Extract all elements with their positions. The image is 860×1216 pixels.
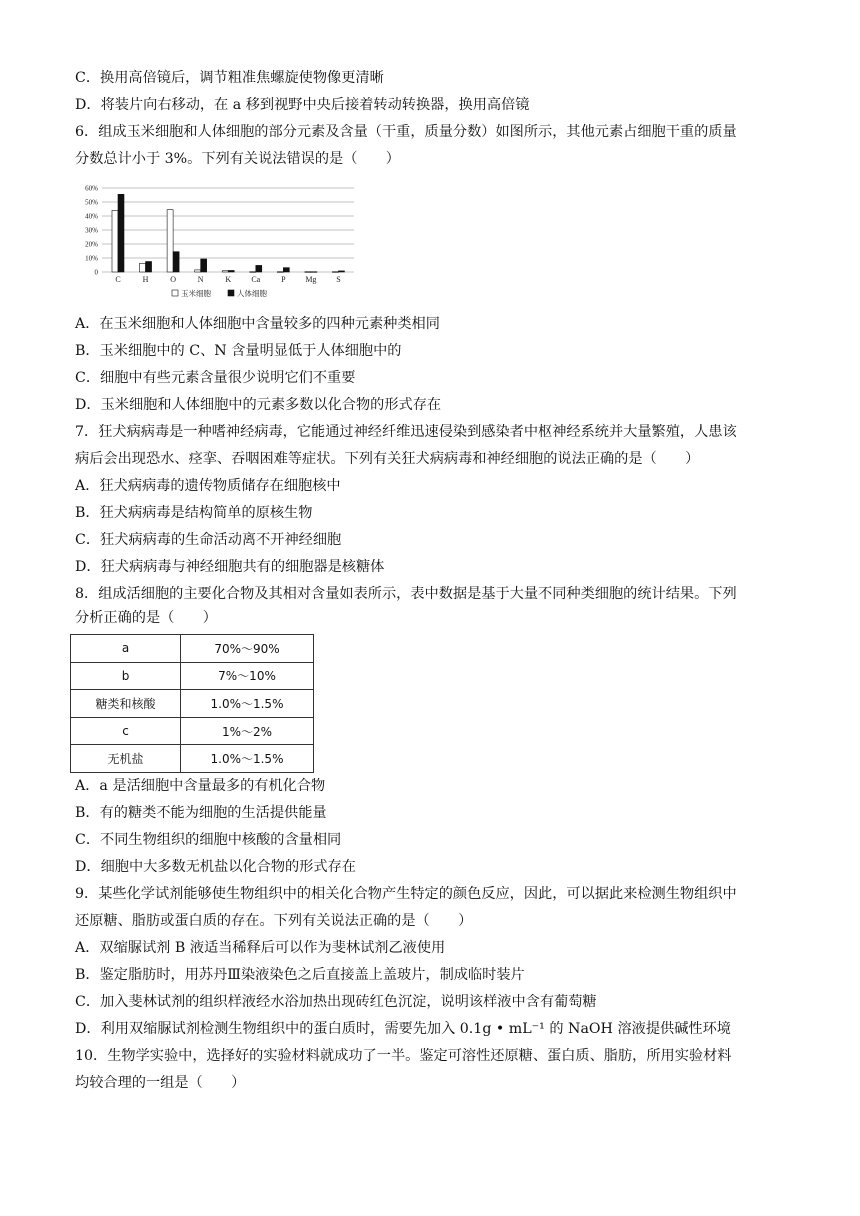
x-tick-label: Ca — [251, 275, 261, 284]
q7-option-a: A．狂犬病病毒的遗传物质储存在细胞核中 — [75, 478, 341, 494]
q8-option-d: D．细胞中大多数无机盐以化合物的形式存在 — [75, 859, 356, 875]
q6-option-c: C．细胞中有些元素含量很少说明它们不重要 — [75, 370, 356, 386]
table-cell-compound: c — [71, 717, 181, 745]
q7-stem-line2: 病后会出现恐水、痉挛、吞咽困难等症状。下列有关狂犬病病毒和神经细胞的说法正确的是（ ） — [75, 451, 700, 467]
bar-corn-p — [277, 272, 283, 273]
q9-stem-line2: 还原糖、脂肪或蛋白质的存在。下列有关说法正确的是（ ） — [75, 913, 473, 929]
compound-content-table — [70, 634, 314, 773]
q9-option-b: B．鉴定脂肪时，用苏丹Ⅲ染液染色之后直接盖上盖玻片，制成临时装片 — [75, 967, 525, 983]
table-row — [71, 690, 314, 718]
q6-option-d: D．玉米细胞和人体细胞中的元素多数以化合物的形式存在 — [75, 397, 442, 413]
bar-corn-n — [195, 270, 201, 272]
x-tick-label: S — [336, 275, 341, 284]
q10-stem-line1: 10．生物学实验中，选择好的实验材料就成功了一半。鉴定可溶性还原糖、蛋白质、脂肪，所用实验材料 — [75, 1048, 732, 1064]
table-cell-compound: 糖类和核酸 — [71, 690, 181, 718]
q8-stem-line1: 8．组成活细胞的主要化合物及其相对含量如表所示，表中数据是基于大量不同种类细胞的统计结果。下列 — [75, 586, 737, 602]
table-cell-content: 7%～10% — [181, 662, 314, 690]
bar-corn-c — [112, 210, 118, 272]
q10-stem-line2: 均较合理的一组是（ ） — [75, 1075, 246, 1091]
q7-option-c: C．狂犬病病毒的生命活动离不开神经细胞 — [75, 532, 342, 548]
q8-option-c: C．不同生物组织的细胞中核酸的含量相同 — [75, 832, 342, 848]
y-tick-label: 40% — [85, 212, 98, 221]
bar-corn-o — [167, 210, 173, 272]
q9-option-a: A．双缩脲试剂 B 液适当稀释后可以作为斐林试剂乙液使用 — [75, 940, 446, 956]
legend-swatch — [228, 290, 234, 296]
bar-corn-mg — [305, 272, 311, 273]
y-tick-label: 60% — [85, 184, 98, 193]
y-tick-label: 30% — [85, 226, 98, 235]
bar-corn-h — [140, 263, 146, 272]
chart-y-ticks — [85, 185, 98, 277]
q7-option-b: B．狂犬病病毒是结构简单的原核生物 — [75, 505, 313, 521]
q9-option-c: C．加入斐林试剂的组织样液经水浴加热出现砖红色沉淀，说明该样液中含有葡萄糖 — [75, 994, 597, 1010]
q8-option-a: A．a 是活细胞中含量最多的有机化合物 — [75, 778, 326, 794]
x-tick-label: N — [197, 275, 204, 284]
bar-corn-ca — [250, 272, 256, 273]
bar-human-n — [201, 259, 207, 272]
y-tick-label: 50% — [85, 198, 98, 207]
q7-option-d: D．狂犬病病毒与神经细胞共有的细胞器是核糖体 — [75, 559, 385, 575]
table-cell-content: 70%～90% — [181, 635, 314, 663]
y-tick-label: 10% — [85, 254, 98, 263]
table-cell-compound: a — [71, 635, 181, 663]
bar-human-mg — [311, 272, 317, 273]
chart-bars — [112, 194, 344, 272]
chart-legend — [172, 288, 267, 298]
chart-x-ticks — [115, 275, 340, 284]
bar-corn-k — [222, 271, 228, 272]
legend-swatch — [172, 290, 178, 296]
q5-option-c: C．换用高倍镜后，调节粗准焦螺旋使物像更清晰 — [75, 70, 384, 86]
q6-stem-line2: 分数总计小于 3%。下列有关说法错误的是（ ） — [75, 151, 400, 167]
x-tick-label: Mg — [305, 275, 317, 284]
q7-stem-line1: 7．狂犬病病毒是一种嗜神经病毒，它能通过神经纤维迅速侵染到感染者中枢神经系统并大量繁殖，人患该 — [75, 424, 737, 440]
q9-stem-line1: 9．某些化学试剂能够使生物组织中的相关化合物产生特定的颜色反应，因此，可以据此来检测生物组织中 — [75, 886, 737, 902]
q9-option-d: D．利用双缩脲试剂检测生物组织中的蛋白质时，需要先加入 0.1g • mL⁻¹ 的 NaOH 溶液提供碱性环境 — [75, 1021, 731, 1037]
x-tick-label: C — [115, 275, 121, 284]
table-row — [71, 745, 314, 773]
table-cell-compound: 无机盐 — [71, 745, 181, 773]
x-tick-label: K — [225, 275, 232, 284]
table-cell-compound: b — [71, 662, 181, 690]
bar-human-ca — [256, 265, 262, 272]
chart-grid — [102, 188, 354, 272]
q8-stem-line2: 分析正确的是（ ） — [75, 610, 217, 626]
y-tick-label: 0 — [94, 268, 98, 277]
x-tick-label: H — [142, 275, 149, 284]
bar-human-o — [173, 252, 179, 272]
legend-label: 人体细胞 — [237, 289, 267, 298]
q6-option-b: B．玉米细胞中的 C、N 含量明显低于人体细胞中的 — [75, 343, 402, 359]
table-row — [71, 662, 314, 690]
bar-human-k — [228, 270, 234, 272]
table-cell-content: 1%～2% — [181, 717, 314, 745]
table-row — [71, 635, 314, 663]
x-tick-label: P — [281, 275, 286, 284]
x-tick-label: O — [170, 275, 177, 284]
element-content-bar-chart — [72, 180, 372, 302]
y-tick-label: 20% — [85, 240, 98, 249]
q8-option-b: B．有的糖类不能为细胞的生活提供能量 — [75, 805, 327, 821]
q6-stem-line1: 6．组成玉米细胞和人体细胞的部分元素及含量（干重，质量分数）如图所示，其他元素占细胞干重的质量 — [75, 124, 737, 140]
table-cell-content: 1.0%～1.5% — [181, 745, 314, 773]
table-cell-content: 1.0%～1.5% — [181, 690, 314, 718]
bar-corn-s — [332, 272, 338, 273]
q6-option-a: A．在玉米细胞和人体细胞中含量较多的四种元素种类相同 — [75, 316, 440, 332]
legend-label: 玉米细胞 — [181, 289, 211, 298]
q5-option-d: D．将装片向右移动，在 a 移到视野中央后接着转动转换器，换用高倍镜 — [75, 97, 530, 113]
table-row — [71, 717, 314, 745]
bar-human-p — [283, 268, 289, 272]
bar-human-h — [146, 262, 152, 273]
bar-human-c — [118, 194, 124, 272]
bar-human-s — [338, 271, 344, 272]
